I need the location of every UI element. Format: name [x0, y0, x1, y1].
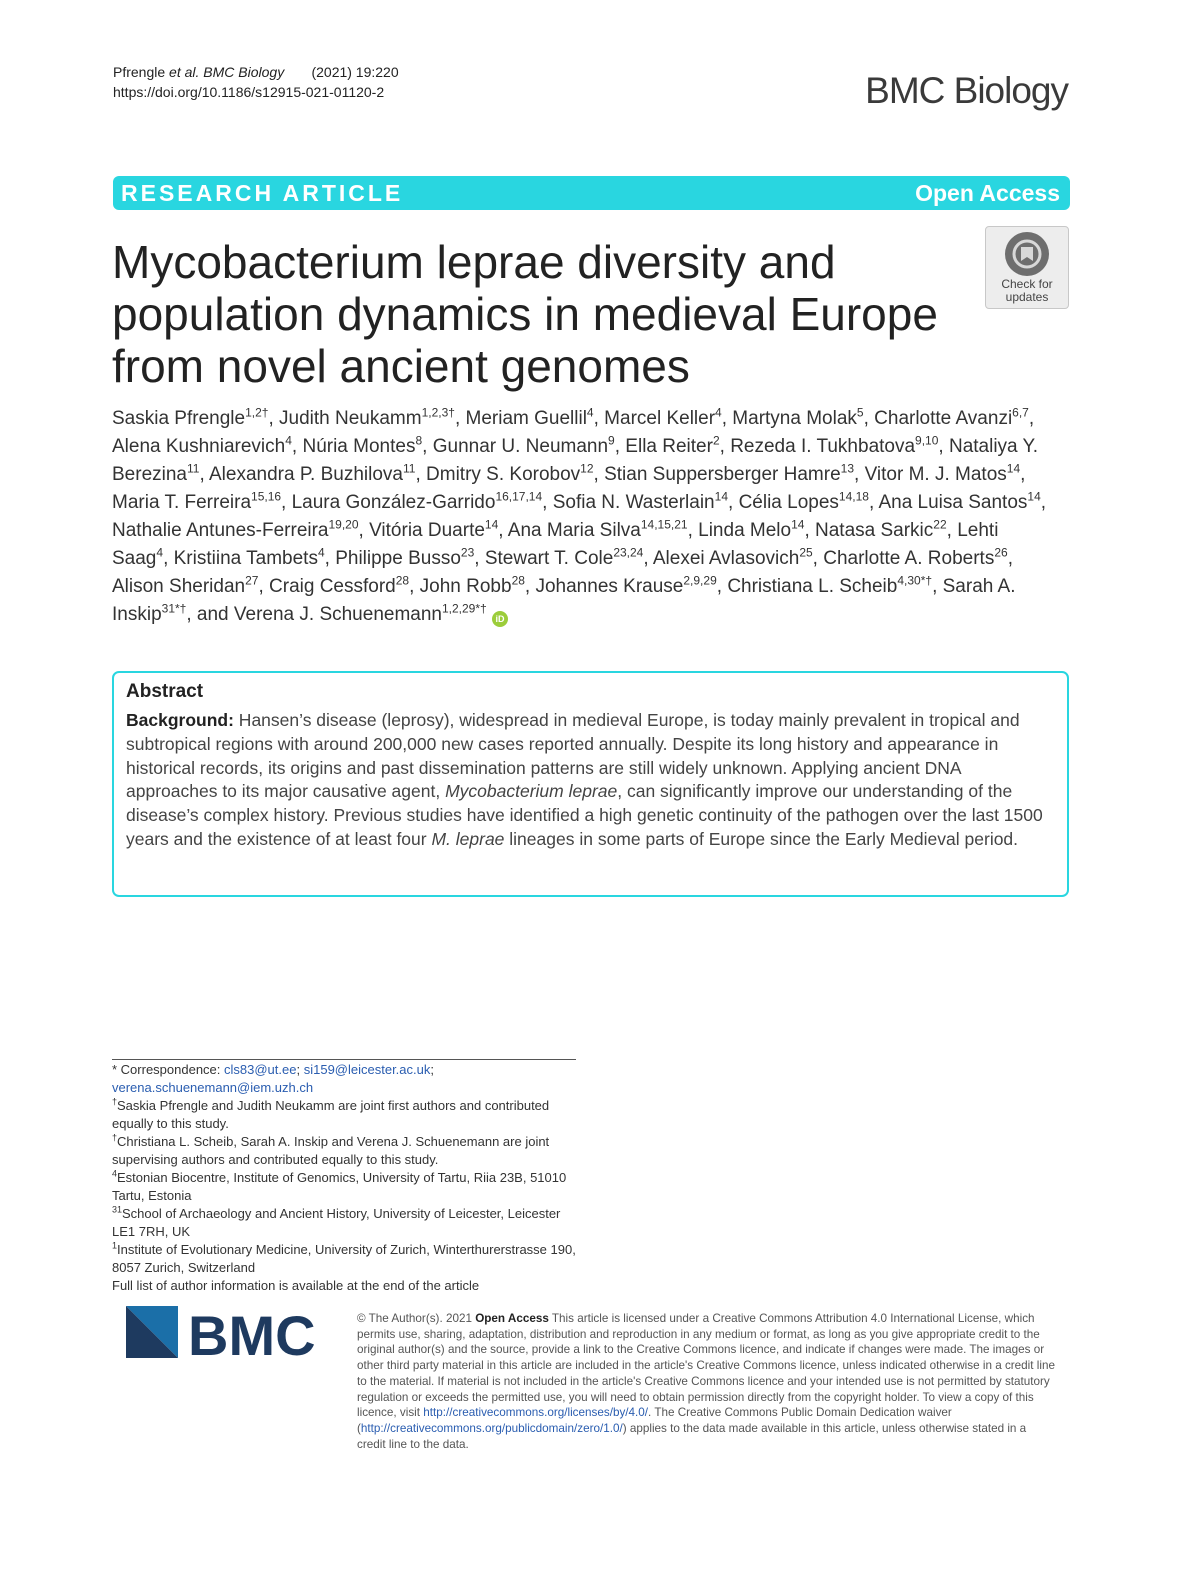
author-name[interactable]: Célia Lopes$^{14,18}$ — [738, 489, 869, 513]
affiliation-1: $^1$Institute of Evolutionary Medicine, University of Zurich, Winterthurerstrasse 190, 8057 Zurich, Switzerland — [112, 1240, 576, 1275]
author-affiliation-marker: 4 — [317, 545, 325, 560]
author-affiliation-marker: 25 — [799, 545, 813, 560]
species-abbrev: M. leprae — [431, 828, 505, 849]
author-affiliation-marker: 23 — [460, 545, 475, 560]
author-affiliation-marker: 13 — [840, 461, 855, 476]
license-link-zero[interactable]: http://creativecommons.org/publicdomain/zero/1.0/ — [360, 1421, 623, 1435]
author-affiliation-marker: 12 — [580, 461, 594, 476]
author-name[interactable]: Núria Montes$^8$ — [302, 433, 423, 457]
author-name[interactable]: Alena Kushniarevich$^4$ — [112, 433, 292, 457]
author-affiliation-marker: 19,20 — [328, 517, 359, 532]
author-name[interactable]: Linda Melo$^{14}$ — [698, 517, 805, 541]
license-text: © The Author(s). 2021 Open Access This article is licensed under a Creative Commons Attribution 4.0 International License, which permits use, sharing, adaptation, distribution and reproduction in any medium or format, as long as you give appropriate credit to the original author(s) and the source, provide a link to the Creative Commons licence, and indicate if changes were made. The images or other third party material in this article are included in the article's Creative Commons licence, unless indicated otherwise in a credit line to the material. If material is not included in the article's Creative Commons licence and your intended use is not permitted by statutory regulation or exceeds the permitted use, you will need to obtain permission directly from the copyright holder. To view a copy of this licence, visit http://creativecommons.org/licenses/by/4.0/. The Creative Commons Public Domain Dedication waiver (http://creativecommons.org/publicdomain/zero/1.0/) applies to the data made available in this article, unless otherwise stated in a credit line to the data. — [357, 1312, 1055, 1451]
author-affiliation-marker: 11 — [187, 461, 200, 476]
author-name[interactable]: Nathalie Antunes-Ferreira$^{19,20}$ — [112, 517, 359, 541]
author-name[interactable]: Stewart T. Cole$^{23,24}$ — [484, 545, 644, 569]
footnote-divider — [112, 1059, 576, 1060]
author-name[interactable]: Craig Cessford$^{28}$ — [269, 573, 410, 597]
author-affiliation-marker: 4 — [156, 545, 164, 560]
author-name[interactable]: Ana Maria Silva$^{14,15,21}$ — [507, 517, 688, 541]
correspondence: * Correspondence: cls83@ut.ee; si159@leicester.ac.uk; verena.schuenemann@iem.uzh.ch — [112, 1062, 434, 1095]
author-name[interactable]: Kristiina Tambets$^4$ — [173, 545, 325, 569]
author-name[interactable]: Alison Sheridan$^{27}$ — [112, 573, 259, 597]
author-affiliation-marker: 26 — [994, 545, 1008, 560]
article-type: RESEARCH ARTICLE — [121, 179, 404, 206]
author-name[interactable]: Laura González-Garrido$^{16,17,14}$ — [291, 489, 543, 513]
author-affiliation-marker: 14,15,21 — [640, 517, 688, 532]
author-affiliation-marker: 2,9,29 — [683, 573, 717, 588]
author-affiliation-marker: 2 — [712, 433, 720, 448]
author-name[interactable]: Charlotte A. Roberts$^{26}$ — [823, 545, 1008, 569]
check-for-updates-badge[interactable] — [985, 226, 1069, 309]
author-affiliation-marker: 28 — [395, 573, 410, 588]
author-name[interactable]: Judith Neukamm$^{1,2,3\dagger}$ — [279, 405, 455, 429]
full-author-info-note: Full list of author information is available at the end of the article — [112, 1278, 480, 1293]
author-affiliation-marker: 4 — [285, 433, 292, 448]
author-affiliation-marker: 31*† — [161, 601, 187, 616]
author-name[interactable]: Alexei Avlasovich$^{25}$ — [652, 545, 813, 569]
author-affiliation-marker: 23,24 — [613, 545, 644, 560]
license-open-access: Open Access — [475, 1312, 549, 1325]
author-affiliation-marker: 14 — [1027, 489, 1041, 504]
bmc-logo-text: BMC — [188, 1306, 316, 1361]
author-name[interactable]: Rezeda I. Tukhbatova$^{9,10}$ — [730, 433, 939, 457]
author-name[interactable]: Dmitry S. Korobov$^{12}$ — [426, 461, 594, 485]
author-name[interactable]: Marcel Keller$^4$ — [604, 405, 722, 429]
author-affiliation-marker: 1,2,3† — [421, 405, 455, 420]
author-name[interactable]: Christiana L. Scheib$^{4,30*\dagger}$ — [727, 573, 933, 597]
author-affiliation-marker: 6,7 — [1012, 405, 1029, 420]
author-name[interactable]: Maria T. Ferreira$^{15,16}$ — [112, 489, 282, 513]
check-updates-line2: updates — [1005, 290, 1049, 304]
author-affiliation-marker: 8 — [415, 433, 423, 448]
license-link-by[interactable]: http://creativecommons.org/licenses/by/4.0/ — [423, 1406, 649, 1420]
running-header — [113, 62, 399, 102]
email-link-2[interactable]: si159@leicester.ac.uk — [303, 1062, 431, 1077]
email-link-3[interactable]: verena.schuenemann@iem.uzh.ch — [112, 1080, 314, 1095]
author-affiliation-marker: 5 — [856, 405, 864, 420]
author-name[interactable]: Stian Suppersberger Hamre$^{13}$ — [604, 461, 855, 485]
email-link-1[interactable]: cls83@ut.ee — [224, 1062, 297, 1077]
author-name[interactable]: Natasa Sarkic$^{22}$ — [815, 517, 947, 541]
author-affiliation-marker: 15,16 — [251, 489, 282, 504]
author-affiliation-marker: 14,18 — [838, 489, 869, 504]
author-name[interactable]: Philippe Busso$^{23}$ — [335, 545, 475, 569]
author-name[interactable]: John Robb$^{28}$ — [419, 573, 525, 597]
author-affiliation-marker: 14 — [484, 517, 499, 532]
orcid-icon[interactable]: iD — [492, 611, 508, 627]
author-name[interactable]: Meriam Guellil$^4$ — [465, 405, 594, 429]
check-updates-icon — [1005, 232, 1049, 276]
joint-supervising-note: †Christiana L. Scheib, Sarah A. Inskip and Verena J. Schuenemann are joint supervising authors and contributed equally to this study. — [112, 1132, 550, 1167]
author-affiliation-marker: 1,2,29*† — [441, 601, 487, 616]
author-name[interactable]: Lehti Saag$^4$ — [112, 520, 999, 569]
author-affiliation-marker: 4 — [586, 405, 594, 420]
author-affiliation-marker: 27 — [245, 573, 259, 588]
author-name[interactable]: Martyna Molak$^5$ — [732, 405, 864, 429]
author-affiliation-marker: 14 — [1006, 461, 1021, 476]
author-affiliation-marker: 9 — [608, 433, 615, 448]
author-name[interactable]: Ella Reiter$^2$ — [625, 433, 720, 457]
author-name[interactable]: Ana Luisa Santos$^{14}$ — [878, 489, 1041, 513]
author-name[interactable]: Vitória Duarte$^{14}$ — [369, 517, 499, 541]
bmc-logo — [126, 1306, 336, 1361]
check-updates-line1: Check for — [1001, 277, 1053, 291]
author-affiliation-marker: 14 — [791, 517, 805, 532]
affiliation-31: $^{31}$School of Archaeology and Ancient History, University of Leicester, Leicester LE1 7RH, UK — [112, 1204, 561, 1239]
article-title: Mycobacterium leprae diversity and population dynamics in medieval Europe from novel ancient genomes — [112, 236, 938, 392]
author-name[interactable]: Alexandra P. Buzhilova$^{11}$ — [208, 461, 416, 485]
author-affiliation-marker: 22 — [933, 517, 947, 532]
author-affiliation-marker: 14 — [714, 489, 728, 504]
author-name[interactable]: Verena J. Schuenemann$^{1,2,29*\dagger}$ — [233, 601, 487, 625]
author-name[interactable]: Vitor M. J. Matos$^{14}$ — [864, 461, 1021, 485]
abstract-heading: Abstract — [126, 681, 204, 702]
joint-first-note: †Saskia Pfrengle and Judith Neukamm are joint first authors and contributed equally to this study. — [112, 1096, 550, 1131]
author-list — [112, 405, 1052, 629]
journal-citation: Pfrengle et al. BMC Biology (2021) 19:220 — [113, 64, 399, 80]
abstract-box — [112, 671, 1069, 897]
author-name[interactable]: Sofia N. Wasterlain$^{14}$ — [552, 489, 728, 513]
author-name[interactable]: Gunnar U. Neumann$^9$ — [432, 433, 615, 457]
author-affiliation-marker: 16,17,14 — [495, 489, 543, 504]
author-name[interactable]: Saskia Pfrengle$^{1,2\dagger}$ — [112, 405, 269, 429]
author-name[interactable]: Johannes Krause$^{2,9,29}$ — [535, 573, 717, 597]
authors-and: and — [191, 604, 234, 625]
author-affiliation-marker: 9,10 — [915, 433, 939, 448]
affiliation-4: $^4$Estonian Biocentre, Institute of Genomics, University of Tartu, Riia 23B, 51010 Tartu, Estonia — [112, 1168, 567, 1203]
journal-brand: BMC Biology — [865, 70, 1068, 111]
author-name[interactable]: Nataliya Y. Berezina$^{11}$ — [112, 436, 1039, 485]
author-name[interactable]: Charlotte Avanzi$^{6,7}$ — [874, 405, 1029, 429]
author-name[interactable]: Sarah A. Inskip$^{31*\dagger}$ — [112, 576, 1016, 625]
abstract-background: Background: Hansen’s disease (leprosy), widespread in medieval Europe, is today mainly prevalent in tropical and subtropical regions with around 200,000 new cases reported annually. Despite its long history and appearance in historical records, its origins and past dissemination patterns are still widely unknown. Applying ancient DNA approaches to its major causative agent, Mycobacterium leprae, can significantly improve our understanding of the disease’s complex history. Previous studies have identified a high genetic continuity of the pathogen over the last 1500 years and the existence of at least four M. leprae lineages in some parts of Europe since the Early Medieval period. — [126, 710, 1043, 849]
author-affiliation-marker: 11 — [402, 461, 416, 476]
article-type-banner — [113, 176, 1070, 210]
author-affiliation-marker: 28 — [511, 573, 525, 588]
species-name: Mycobacterium leprae — [445, 781, 618, 802]
doi-link[interactable]: https://doi.org/10.1186/s12915-021-01120-2 — [113, 84, 385, 100]
author-affiliation-marker: 4 — [715, 405, 722, 420]
background-label: Background: — [126, 710, 234, 730]
author-affiliation-marker: 4,30*† — [897, 573, 933, 588]
footnotes — [112, 1061, 582, 1295]
author-affiliation-marker: 1,2† — [245, 405, 269, 420]
author-names: Saskia Pfrengle$^{1,2\dagger}$, Judith Neukamm$^{1,2,3\dagger}$, Meriam Guellil$^4$, Marcel Keller$^4$, Martyna Molak$^5$, Charlotte Avanzi$^{6,7}$, Alena Kushniarevich$^4$, Núria Montes$^8$, Gunnar U. Neumann$^9$, Ella Reiter$^2$, Rezeda I. Tukhbatova$^{9,10}$, Nataliya Y. Berezina$^{11}$, Alexandra P. Buzhilova$^{11}$, Dmitry S. Korobov$^{12}$, Stian Suppersberger Hamre$^{13}$, Vitor M. J. Matos$^{14}$, Maria T. Ferreira$^{15,16}$, Laura González-Garrido$^{16,17,14}$, Sofia N. Wasterlain$^{14}$, Célia Lopes$^{14,18}$, Ana Luisa Santos$^{14}$, Nathalie Antunes-Ferreira$^{19,20}$, Vitória Duarte$^{14}$, Ana Maria Silva$^{14,15,21}$, Linda Melo$^{14}$, Natasa Sarkic$^{22}$, Lehti Saag$^4$, Kristiina Tambets$^4$, Philippe Busso$^{23}$, Stewart T. Cole$^{23,24}$, Alexei Avlasovich$^{25}$, Charlotte A. Roberts$^{26}$, Alison Sheridan$^{27}$, Craig Cessford$^{28}$, John Robb$^{28}$, Johannes Krause$^{2,9,29}$, Christiana L. Scheib$^{4,30*\dagger}$, Sarah A. Inskip$^{31*\dagger}$, and Verena J. Schuenemann$^{1,2,29*\dagger}$ iD — [112, 405, 1047, 625]
open-access-label: Open Access — [915, 179, 1060, 206]
